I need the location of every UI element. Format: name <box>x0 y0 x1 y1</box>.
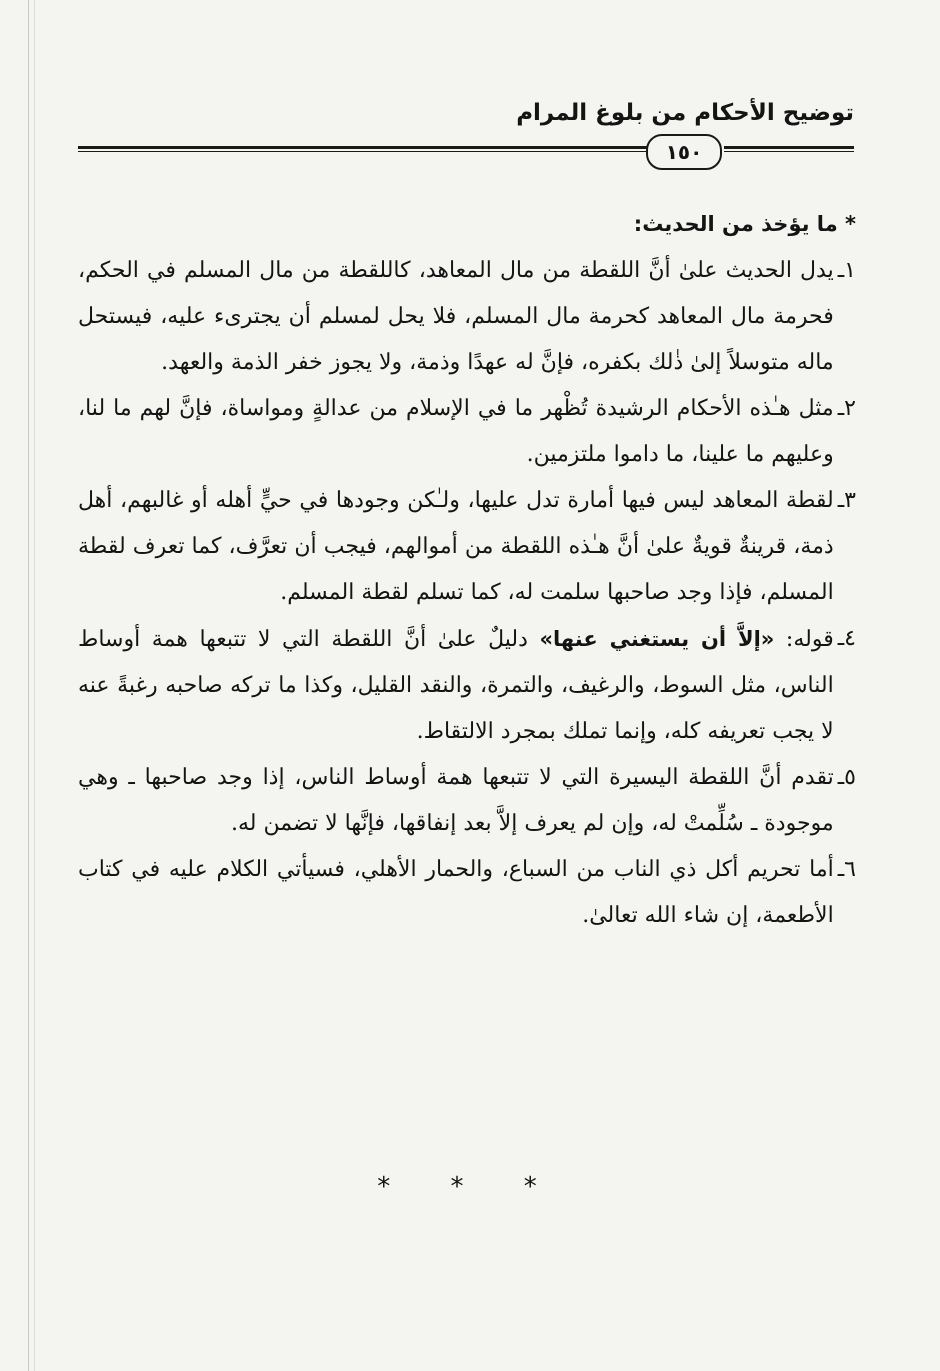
page-body <box>78 204 856 939</box>
point-text <box>78 616 834 755</box>
point-text: مثل هـٰذه الأحكام الرشيدة تُظْهر ما في الإسلام من عدالةٍ ومواساة، فإنَّ لهم ما لنا، وعليهم ما علينا، ما داموا ملتزمين. <box>78 396 834 467</box>
header-rule-right <box>724 146 854 152</box>
section-end-ornament: * * * <box>377 1172 563 1202</box>
binding-edge-line <box>34 0 35 1371</box>
binding-edge-line <box>28 0 29 1371</box>
point-text: أما تحريم أكل ذي الناب من السباع، والحمار الأهلي، فسيأتي الكلام عليه في كتاب الأطعمة، إن شاء الله تعالىٰ. <box>78 857 834 928</box>
point-number: ٤ـ <box>837 626 856 651</box>
hadith-quote: «إلاَّ أن يستغني عنها» <box>539 627 775 651</box>
list-item <box>78 386 856 478</box>
section-heading: * ما يؤخذ من الحديث: <box>633 212 856 236</box>
running-title: توضيح الأحكام من بلوغ المرام <box>516 100 854 126</box>
point-text-rest: دليلٌ علىٰ أنَّ اللقطة التي لا تتبعها همة أوساط الناس، مثل السوط، والرغيف، والتمرة، والنقد القليل، وكذا ما تركه صاحبه رغبةً عنه لا يجب تعريفه كله، وإنما تملك بمجرد الالتقاط. <box>78 627 834 744</box>
list-item <box>78 616 856 755</box>
point-text-intro: قوله: <box>774 627 834 652</box>
page-number: ١٥٠ <box>646 134 722 170</box>
list-item <box>78 248 856 386</box>
point-number: ٦ـ <box>837 857 856 882</box>
point-number: ١ـ <box>837 258 856 283</box>
point-number: ٣ـ <box>837 488 856 513</box>
point-text: يدل الحديث علىٰ أنَّ اللقطة من مال المعاهد، كاللقطة من مال المسلم في الحكم، فحرمة مال المعاهد كحرمة مال المسلم، فلا يحل لمسلم أن يجترىء عليه، فيستحل ماله متوسلاً إلىٰ ذٰلك بكفره، فإنَّ له عهدًا وذمة، ولا يجوز خفر الذمة والعهد. <box>78 258 834 375</box>
point-number: ٥ـ <box>837 765 856 790</box>
list-item <box>78 478 856 616</box>
page-header <box>78 100 854 164</box>
list-item <box>78 755 856 847</box>
point-number: ٢ـ <box>837 396 856 421</box>
list-item <box>78 847 856 939</box>
point-text: لقطة المعاهد ليس فيها أمارة تدل عليها، ولـٰكن وجودها في حيٍّ أهله أو غالبهم، أهل ذمة، قرينةٌ قويةٌ علىٰ أنَّ هـٰذه اللقطة من أموالهم، فيجب أن تعرَّف، كما تعرف لقطة المسلم، فإذا وجد صاحبها سلمت له، كما تسلم لقطة المسلم. <box>78 488 834 605</box>
point-text: تقدم أنَّ اللقطة اليسيرة التي لا تتبعها همة أوساط الناس، إذا وجد صاحبها ـ وهي موجودة ـ سُلِّمتْ له، وإن لم يعرف إلاَّ بعد إنفاقها، فإنَّها لا تضمن له. <box>78 765 834 836</box>
header-rule-left <box>78 146 650 152</box>
